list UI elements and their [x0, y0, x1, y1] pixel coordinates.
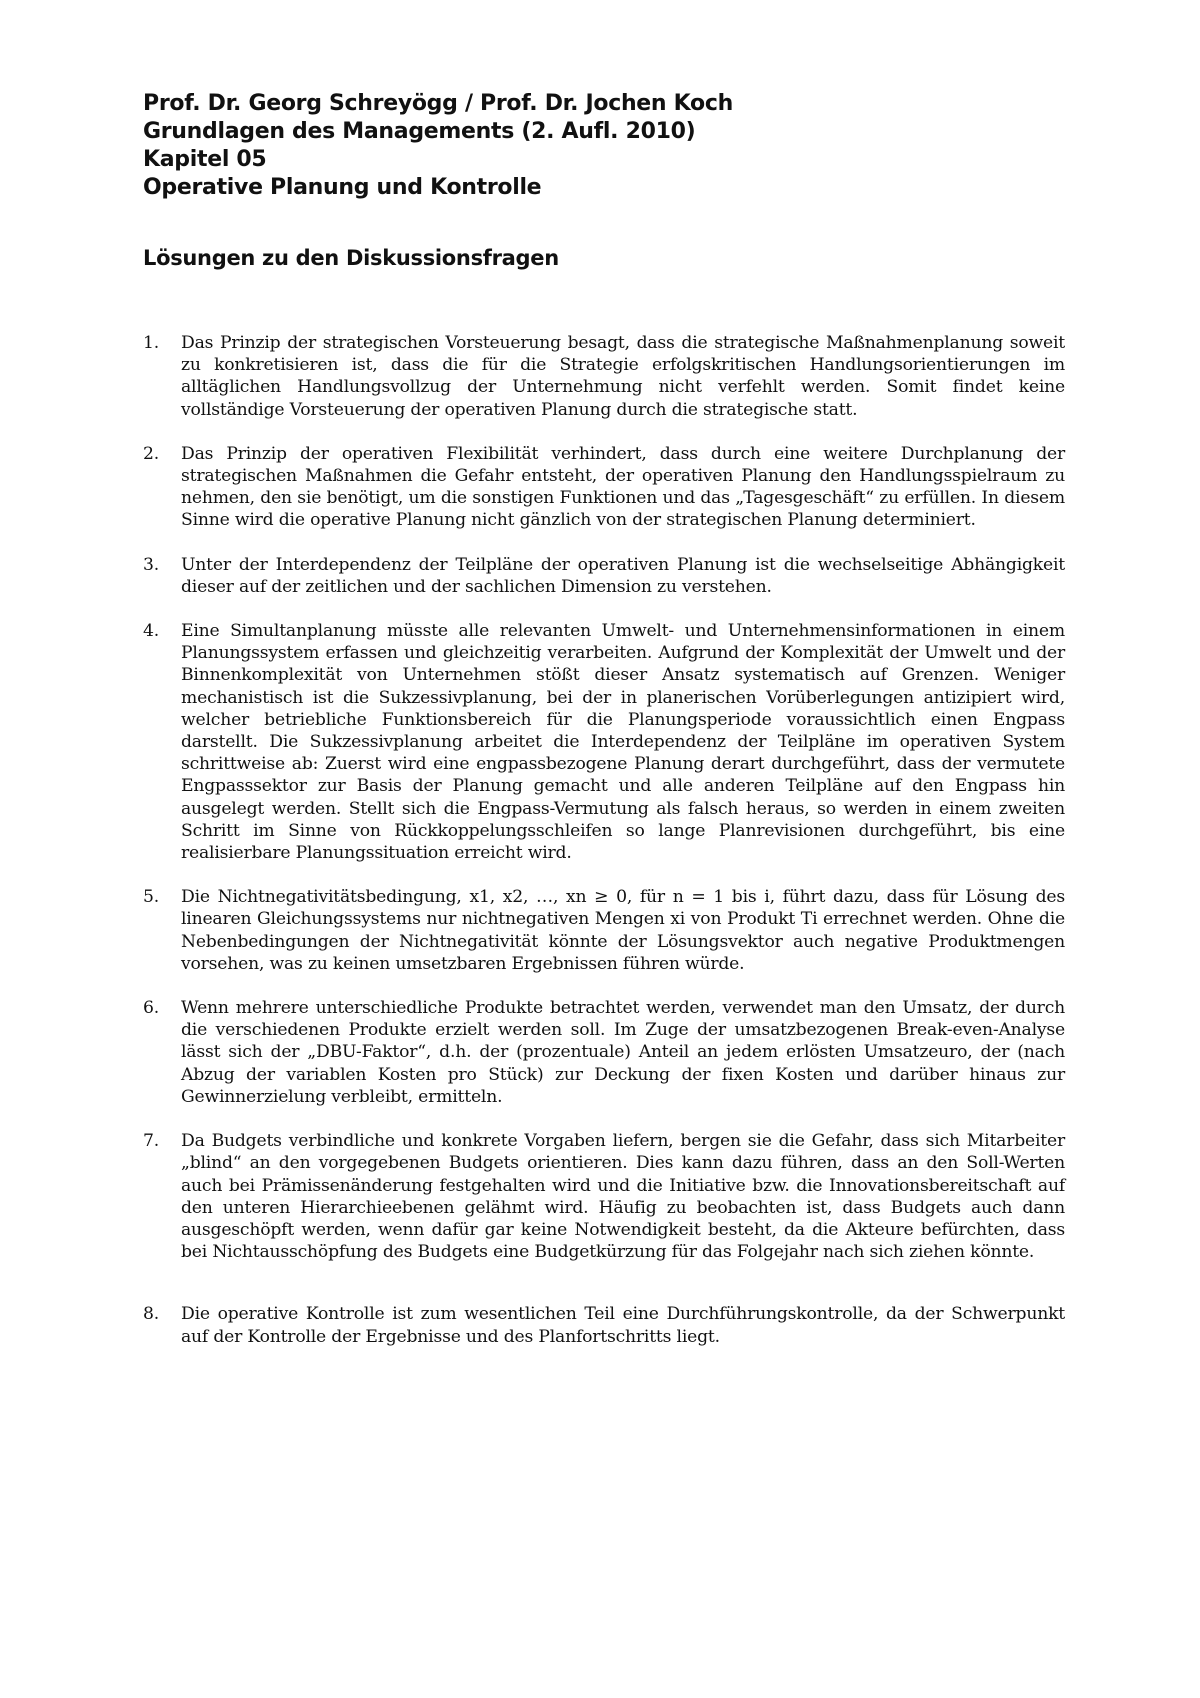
- authors-line: Prof. Dr. Georg Schreyögg / Prof. Dr. Jochen Koch: [143, 91, 733, 116]
- answer-text: Eine Simultanplanung müsste alle relevanten Umwelt- und Unternehmensinformationen in einem Planungssystem erfassen und gleichzeitig verarbeiten. Aufgrund der Komplexität der Umwelt und der Binnenkomplexität von Unternehmen stößt dieser Ansatz systematisch auf Grenzen. Weniger mechanistisch ist die Sukzessivplanung, bei der in planerischen Vorüberlegungen antizipiert wird, welcher betriebliche Funktionsbereich für die Planungsperiode voraussichtlich einen Engpass darstellt. Die Sukzessivplanung arbeitet die Interdependenz der Teilpläne im operativen System schrittweise ab: Zuerst wird eine engpassbezogene Planung derart durchgeführt, dass der vermutete Engpasssektor zur Basis der Planung gemacht und alle anderen Teilpläne auf den Engpass hin ausgelegt werden. Stellt sich die Engpass-Vermutung als falsch heraus, so werden in einem zweiten Schritt im Sinne von Rückkoppelungsschleifen so lange Planrevisionen durchgeführt, bis eine realisierbare Planungssituation erreicht wird.: [181, 621, 1065, 864]
- answer-text: Das Prinzip der operativen Flexibilität verhindert, dass durch eine weitere Durchplanung der strategischen Maßnahmen die Gefahr entsteht, der operativen Planung den Handlungsspielraum zu nehmen, den sie benötigt, um die sonstigen Funktionen und das „Tagesgeschäft“ zu erfüllen. In diesem Sinne wird die operative Planung nicht gänzlich von der strategischen Planung determiniert.: [181, 443, 1065, 531]
- answer-item-3: [143, 554, 1065, 598]
- answer-number: 2.: [143, 443, 159, 464]
- chapter-number-line: Kapitel 05: [143, 147, 267, 172]
- answer-item-1: [143, 332, 1065, 421]
- answer-number: 3.: [143, 554, 159, 575]
- answer-number: 8.: [143, 1304, 159, 1325]
- answer-text: Die Nichtnegativitätsbedingung, x1, x2, …, xn ≥ 0, für n = 1 bis i, führt dazu, dass für Lösung des linearen Gleichungssystems nur nichtnegativen Mengen xi von Produkt Ti errechnet werden. Ohne die Nebenbedingungen der Nichtnegativität könnte der Lösungsvektor auch negative Produktmengen vorsehen, was zu keinen umsetzbaren Ergebnissen führen würde.: [181, 887, 1065, 974]
- answer-number: 5.: [143, 887, 159, 908]
- document-page: [143, 90, 1065, 1370]
- answer-item-2: [143, 443, 1065, 532]
- answer-list: [143, 332, 1065, 1348]
- answer-item-5: [143, 886, 1065, 975]
- answer-item-4: [143, 620, 1065, 864]
- chapter-title-line: Operative Planung und Kontrolle: [143, 175, 542, 200]
- answer-number: 7.: [143, 1131, 159, 1152]
- answer-item-6: [143, 997, 1065, 1108]
- section-heading: Lösungen zu den Diskussionsfragen: [143, 246, 559, 270]
- answer-item-8: [143, 1303, 1065, 1347]
- answer-text: Das Prinzip der strategischen Vorsteuerung besagt, dass die strategische Maßnahmenplanung soweit zu konkretisieren ist, dass die für die Strategie erfolgskritischen Handlungsorientierungen im alltäglichen Handlungsvollzug der Unternehmung nicht verfehlt werden. Somit findet keine vollständige Vorsteuerung der operativen Planung durch die strategische statt.: [181, 333, 1065, 420]
- answer-text: Die operative Kontrolle ist zum wesentlichen Teil eine Durchführungskontrolle, da der Schwerpunkt auf der Kontrolle der Ergebnisse und des Planfortschritts liegt.: [181, 1304, 1065, 1347]
- answer-text: Unter der Interdependenz der Teilpläne der operativen Planung ist die wechselseitige Abhängigkeit dieser auf der zeitlichen und der sachlichen Dimension zu verstehen.: [181, 554, 1065, 597]
- answer-number: 1.: [143, 333, 159, 353]
- document-header: [143, 90, 1065, 202]
- answer-number: 4.: [143, 621, 159, 642]
- answer-text: Wenn mehrere unterschiedliche Produkte betrachtet werden, verwendet man den Umsatz, der durch die verschiedenen Produkte erzielt werden soll. Im Zuge der umsatzbezogenen Break-even-Analyse lässt sich der „DBU-Faktor“, d.h. der (prozentuale) Anteil an jedem erlösten Umsatzeuro, der (nach Abzug der variablen Kosten pro Stück) zur Deckung der fixen Kosten und darüber hinaus zur Gewinnerzielung verbleibt, ermitteln.: [181, 998, 1065, 1107]
- answer-text: Da Budgets verbindliche und konkrete Vorgaben liefern, bergen sie die Gefahr, dass sich Mitarbeiter „blind“ an den vorgegebenen Budgets orientieren. Dies kann dazu führen, dass an den Soll-Werten auch bei Prämissenänderung festgehalten wird und die Initiative bzw. die Innovationsbereitschaft auf den unteren Hierarchieebenen gelähmt wird. Häufig zu beobachten ist, dass Budgets auch dann ausgeschöpft werden, wenn dafür gar keine Notwendigkeit besteht, da die Akteure befürchten, dass bei Nichtausschöpfung des Budgets eine Budgetkürzung für das Folgejahr nach sich ziehen könnte.: [181, 1131, 1065, 1263]
- answer-item-7: [143, 1130, 1065, 1263]
- answer-number: 6.: [143, 998, 159, 1019]
- book-title-line: Grundlagen des Managements (2. Aufl. 2010): [143, 119, 696, 144]
